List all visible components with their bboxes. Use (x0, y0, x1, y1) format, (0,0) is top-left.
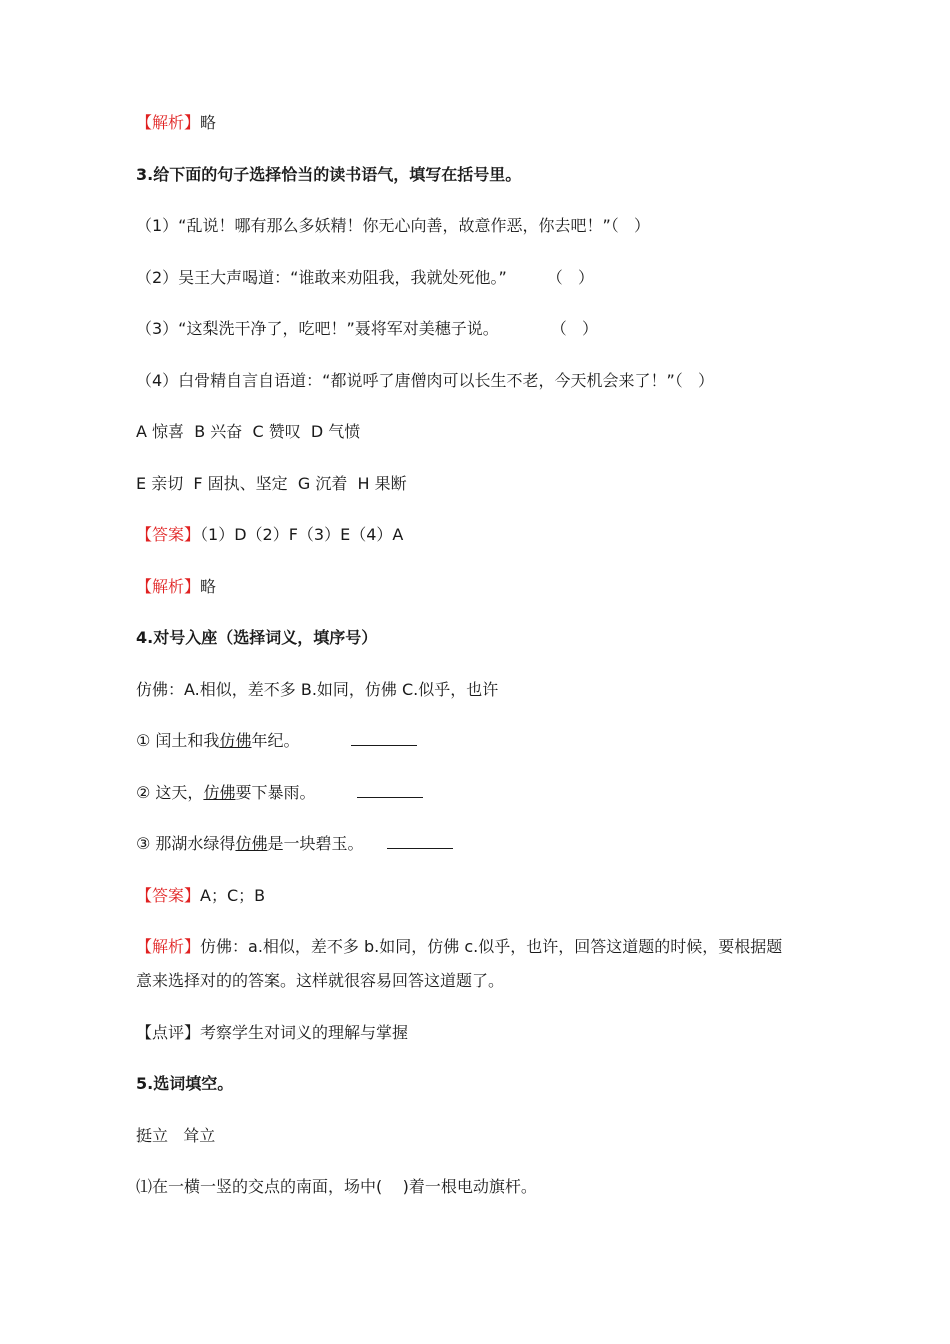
q3-item-3-paren: （ ） (550, 319, 599, 338)
q5-item-1: ⑴在一横一竖的交点的南面，场中( )着一根电动旗杆。 (136, 1177, 537, 1196)
q4-item-1-word: 仿佛 (219, 731, 252, 750)
answer-blank[interactable] (387, 834, 453, 849)
q3-options-2: E 亲切 F 固执、坚定 G 沉着 H 果断 (136, 474, 407, 493)
analysis-tag: 【解析】 (136, 937, 201, 956)
answer-tag: 【答案】 (136, 525, 201, 544)
q3-item-3-text: （3）“这梨洗干净了，吃吧！”聂将军对美穗子说。 (136, 319, 499, 338)
answer-text: （1）D（2）F（3）E（4）A (200, 525, 404, 544)
question-5-title: 5.选词填空。 (136, 1074, 234, 1093)
q4-item-1-pre: ① 闰土和我 (136, 731, 220, 750)
q4-analysis-line-2: 意来选择对的的答案。这样就很容易回答这道题了。 (136, 971, 505, 990)
question-3-title: 3.给下面的句子选择恰当的读书语气，填写在括号里。 (136, 165, 522, 184)
q4-analysis-line-1 (136, 936, 782, 958)
analysis-text: 略 (200, 113, 217, 132)
q3-item-2-text: （2）吴王大声喝道：“谁敢来劝阻我，我就处死他。” (136, 268, 507, 287)
analysis-text: 仿佛：a.相似，差不多 b.如同，仿佛 c.似乎，也许，回答这道题的时候，要根据题 (200, 937, 783, 956)
q4-item-2-pre: ② 这天， (136, 783, 204, 802)
q4-definition: 仿佛：A.相似，差不多 B.如同，仿佛 C.似乎，也许 (136, 680, 499, 699)
q4-item-2-post: 要下暴雨。 (235, 783, 316, 802)
q3-item-2 (136, 267, 594, 289)
q3-item-1: （1）“乱说！哪有那么多妖精！你无心向善，故意作恶，你去吧！”（ ） (136, 216, 651, 235)
q4-answer (136, 885, 265, 907)
q4-item-1-post: 年纪。 (251, 731, 300, 750)
analysis-text: 略 (200, 577, 217, 596)
q4-comment: 【点评】考察学生对词义的理解与掌握 (136, 1023, 409, 1042)
answer-text: A；C；B (200, 886, 266, 905)
q3-analysis (136, 576, 216, 598)
q4-item-3-pre: ③ 那湖水绿得 (136, 834, 236, 853)
q3-item-4: （4）白骨精自言自语道：“都说呼了唐僧肉可以长生不老，今天机会来了！”（ ） (136, 371, 715, 390)
q4-item-3 (136, 833, 453, 855)
analysis-1 (136, 112, 216, 134)
q3-item-2-paren: （ ） (546, 268, 595, 287)
answer-blank[interactable] (357, 783, 423, 798)
q3-options-1: A 惊喜 B 兴奋 C 赞叹 D 气愤 (136, 422, 361, 441)
answer-tag: 【答案】 (136, 886, 201, 905)
q4-item-3-word: 仿佛 (235, 834, 268, 853)
q4-item-2-word: 仿佛 (203, 783, 236, 802)
q4-item-3-post: 是一块碧玉。 (267, 834, 364, 853)
analysis-tag: 【解析】 (136, 577, 201, 596)
q4-item-1 (136, 730, 417, 752)
q5-words: 挺立 耸立 (136, 1126, 216, 1145)
q3-item-3 (136, 318, 598, 340)
q4-item-2 (136, 782, 423, 804)
q3-answer (136, 524, 403, 546)
question-4-title: 4.对号入座（选择词义，填序号） (136, 628, 378, 647)
analysis-tag: 【解析】 (136, 113, 201, 132)
answer-blank[interactable] (351, 731, 417, 746)
